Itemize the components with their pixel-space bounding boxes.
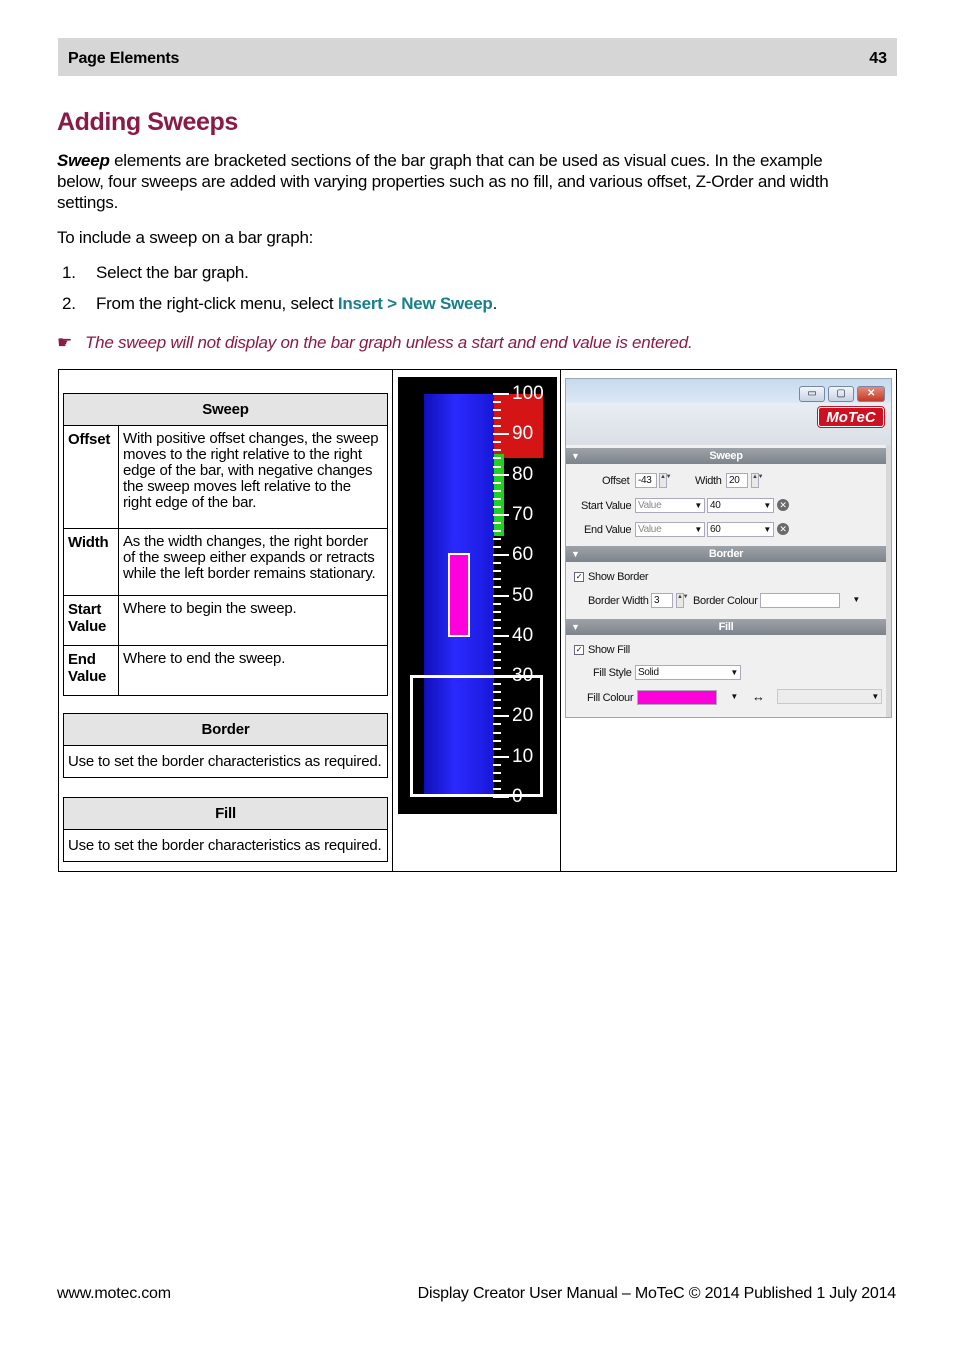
clear-icon[interactable]: ✕ <box>777 523 789 535</box>
minor-tick <box>493 482 501 484</box>
show-border-checkbox[interactable]: ✓ <box>575 572 583 581</box>
menu-new-sweep-link[interactable]: New Sweep <box>401 294 493 313</box>
table-row <box>64 596 388 646</box>
end-value-label: End Value <box>584 524 632 536</box>
fill-style-select[interactable]: Solid ▼ <box>635 665 741 680</box>
minor-tick <box>493 707 501 709</box>
row-description: Where to begin the sweep. <box>119 596 388 646</box>
border-colour-swatch[interactable] <box>760 593 840 608</box>
swap-arrow-icon[interactable]: ↔ <box>752 689 765 704</box>
major-tick <box>493 756 509 758</box>
collapse-icon: ▼ <box>571 622 580 632</box>
pointing-hand-icon: ☛ <box>57 333 72 352</box>
step-2 <box>62 294 497 314</box>
row-label: Width <box>64 529 119 596</box>
scrollbar[interactable] <box>886 445 891 717</box>
minor-tick <box>493 683 501 685</box>
fill-section-header[interactable]: ▼ Fill <box>566 619 886 635</box>
bar-graph-gauge <box>398 377 557 814</box>
minor-tick <box>493 457 501 459</box>
minor-tick <box>493 611 501 613</box>
minor-tick <box>493 522 501 524</box>
minor-tick <box>493 643 501 645</box>
chevron-down-icon: ▼ <box>763 501 771 510</box>
step-text: Select the bar graph. <box>96 263 249 282</box>
minor-tick <box>493 723 501 725</box>
minor-tick <box>493 441 501 443</box>
border-width-spinner[interactable]: ▲▼ <box>676 593 684 608</box>
row-description: As the width changes, the right border of the sweep either expands or retracts while the left border remains stationary. <box>119 529 388 596</box>
scale-label: 40 <box>512 624 534 646</box>
fill-colour-swatch[interactable] <box>637 690 717 705</box>
minor-tick <box>493 764 501 766</box>
width-input[interactable]: 20 <box>726 473 748 488</box>
major-tick <box>493 675 509 677</box>
minor-tick <box>493 627 501 629</box>
menu-insert-link[interactable]: Insert <box>337 294 383 313</box>
step-text: From the right-click menu, select <box>96 294 338 313</box>
fill-table <box>63 797 388 862</box>
border-table <box>63 713 388 778</box>
minor-tick <box>493 732 501 734</box>
motec-logo: MoTeC <box>818 407 884 427</box>
fill-colour-label: Fill Colour <box>587 692 634 704</box>
end-value-select[interactable]: 60 ▼ <box>707 522 774 537</box>
major-tick <box>493 635 509 637</box>
scale-label: 20 <box>512 705 534 727</box>
start-value-select[interactable]: 40 ▼ <box>707 498 774 513</box>
minor-tick <box>493 546 501 548</box>
border-colour-label: Border Colour <box>693 595 758 607</box>
fill-colour2-select[interactable] <box>777 689 882 704</box>
border-width-label: Border Width <box>588 595 649 607</box>
offset-label: Offset <box>602 475 630 487</box>
sweep-properties-table <box>63 393 388 696</box>
note-text: The sweep will not display on the bar graph unless a start and end value is entered. <box>85 333 693 352</box>
close-button[interactable]: ✕ <box>857 386 885 402</box>
minor-tick <box>493 780 501 782</box>
table-row <box>64 426 388 529</box>
border-colour-dropdown[interactable] <box>842 593 862 608</box>
minor-tick <box>493 506 501 508</box>
width-label: Width <box>695 475 722 487</box>
chevron-down-icon: ▼ <box>694 501 702 510</box>
scale-label: 0 <box>512 786 523 807</box>
minor-tick <box>493 425 501 427</box>
footer-publication: Display Creator User Manual – MoTeC © 2014 Published 1 July 2014 <box>417 1285 896 1302</box>
intro-term: Sweep <box>57 151 110 170</box>
minor-tick <box>493 449 501 451</box>
chevron-down-icon: ▼ <box>730 692 738 701</box>
table-header: Sweep <box>64 394 388 426</box>
fill-colour-dropdown[interactable] <box>720 690 740 705</box>
collapse-icon: ▼ <box>571 549 580 559</box>
menu-separator: > <box>382 294 402 313</box>
minor-tick <box>493 603 501 605</box>
magenta-sweep <box>448 553 470 637</box>
major-tick <box>493 393 509 395</box>
footer-url[interactable]: www.motec.com <box>57 1285 171 1302</box>
minor-tick <box>493 659 501 661</box>
step-1 <box>62 263 249 283</box>
maximize-button[interactable]: ▢ <box>828 386 854 402</box>
chevron-down-icon: ▼ <box>694 525 702 534</box>
row-label: End Value <box>64 646 119 696</box>
properties-dialog <box>565 378 892 718</box>
width-spinner[interactable]: ▲▼ <box>751 473 759 488</box>
major-tick <box>493 474 509 476</box>
minor-tick <box>493 772 501 774</box>
minor-tick <box>493 538 501 540</box>
minor-tick <box>493 417 501 419</box>
show-border-label: Show Border <box>588 571 649 583</box>
show-fill-checkbox[interactable]: ✓ <box>575 645 583 654</box>
start-value-label: Start Value <box>581 500 632 512</box>
major-tick <box>493 433 509 435</box>
minor-tick <box>493 748 501 750</box>
row-label: Start Value <box>64 596 119 646</box>
row-description: Use to set the border characteristics as required. <box>64 746 388 778</box>
minor-tick <box>493 740 501 742</box>
note <box>57 333 692 353</box>
row-description: With positive offset changes, the sweep moves to the right relative to the right edge of the bar, with negative changes the sweep moves left relative to the right edge of the bar. <box>119 426 388 529</box>
row-label: Offset <box>64 426 119 529</box>
scale-label: 10 <box>512 745 534 767</box>
divider <box>392 370 393 871</box>
minor-tick <box>493 586 501 588</box>
header-bar <box>58 38 897 76</box>
scale-label: 50 <box>512 584 534 606</box>
border-width-input[interactable]: 3 <box>651 593 673 608</box>
scale-label: 60 <box>512 544 534 566</box>
intro-paragraph <box>57 150 857 213</box>
scale-label: 30 <box>512 665 534 687</box>
scale-label: 90 <box>512 423 534 445</box>
to-include-text: To include a sweep on a bar graph: <box>57 228 314 247</box>
intro-text: elements are bracketed sections of the bar graph that can be used as visual cues. In the example below, four sweeps are added with varying properties such as no fill, and various offset, Z-Order and width settings. <box>57 151 829 212</box>
minor-tick <box>493 562 501 564</box>
table-header: Border <box>64 714 388 746</box>
minor-tick <box>493 578 501 580</box>
collapse-icon: ▼ <box>571 451 580 461</box>
major-tick <box>493 514 509 516</box>
table-row <box>64 646 388 696</box>
sweep-section-header[interactable]: ▼ Sweep <box>566 448 886 464</box>
step-suffix: . <box>492 294 498 313</box>
header-section: Page Elements <box>68 50 180 67</box>
minimize-button[interactable]: ▭ <box>799 386 825 402</box>
outline-sweep <box>410 675 543 797</box>
clear-icon[interactable]: ✕ <box>777 499 789 511</box>
offset-input[interactable]: -43 <box>635 473 657 488</box>
table-row <box>64 529 388 596</box>
chevron-down-icon: ▼ <box>730 668 738 677</box>
minor-tick <box>493 498 501 500</box>
border-section-header[interactable]: ▼ Border <box>566 546 886 562</box>
minor-tick <box>493 530 501 532</box>
end-type-select[interactable]: Value ▼ <box>635 522 705 537</box>
row-description: Where to end the sweep. <box>119 646 388 696</box>
minor-tick <box>493 570 501 572</box>
fill-style-label: Fill Style <box>593 667 632 679</box>
minor-tick <box>493 401 501 403</box>
show-fill-label: Show Fill <box>588 644 630 656</box>
chevron-down-icon: ▼ <box>763 525 771 534</box>
minor-tick <box>493 651 501 653</box>
chevron-down-icon: ▼ <box>852 595 860 604</box>
minor-tick <box>493 667 501 669</box>
divider <box>560 370 561 871</box>
minor-tick <box>493 788 501 790</box>
minor-tick <box>493 691 501 693</box>
minor-tick <box>493 490 501 492</box>
start-type-select[interactable]: Value ▼ <box>635 498 705 513</box>
chevron-down-icon: ▼ <box>871 692 879 701</box>
scale-label: 100 <box>512 383 544 404</box>
major-tick <box>493 554 509 556</box>
minor-tick <box>493 466 501 468</box>
page-number: 43 <box>869 50 887 67</box>
major-tick <box>493 595 509 597</box>
table-header: Fill <box>64 798 388 830</box>
minor-tick <box>493 699 501 701</box>
major-tick <box>493 715 509 717</box>
step-number: 1. <box>62 263 76 282</box>
offset-spinner[interactable]: ▲▼ <box>659 473 667 488</box>
scale-label: 70 <box>512 503 534 525</box>
scale-label: 80 <box>512 463 534 485</box>
row-description: Use to set the border characteristics as required. <box>64 830 388 862</box>
step-number: 2. <box>62 294 76 313</box>
page-title: Adding Sweeps <box>57 108 238 136</box>
minor-tick <box>493 409 501 411</box>
major-tick <box>493 796 509 798</box>
minor-tick <box>493 619 501 621</box>
